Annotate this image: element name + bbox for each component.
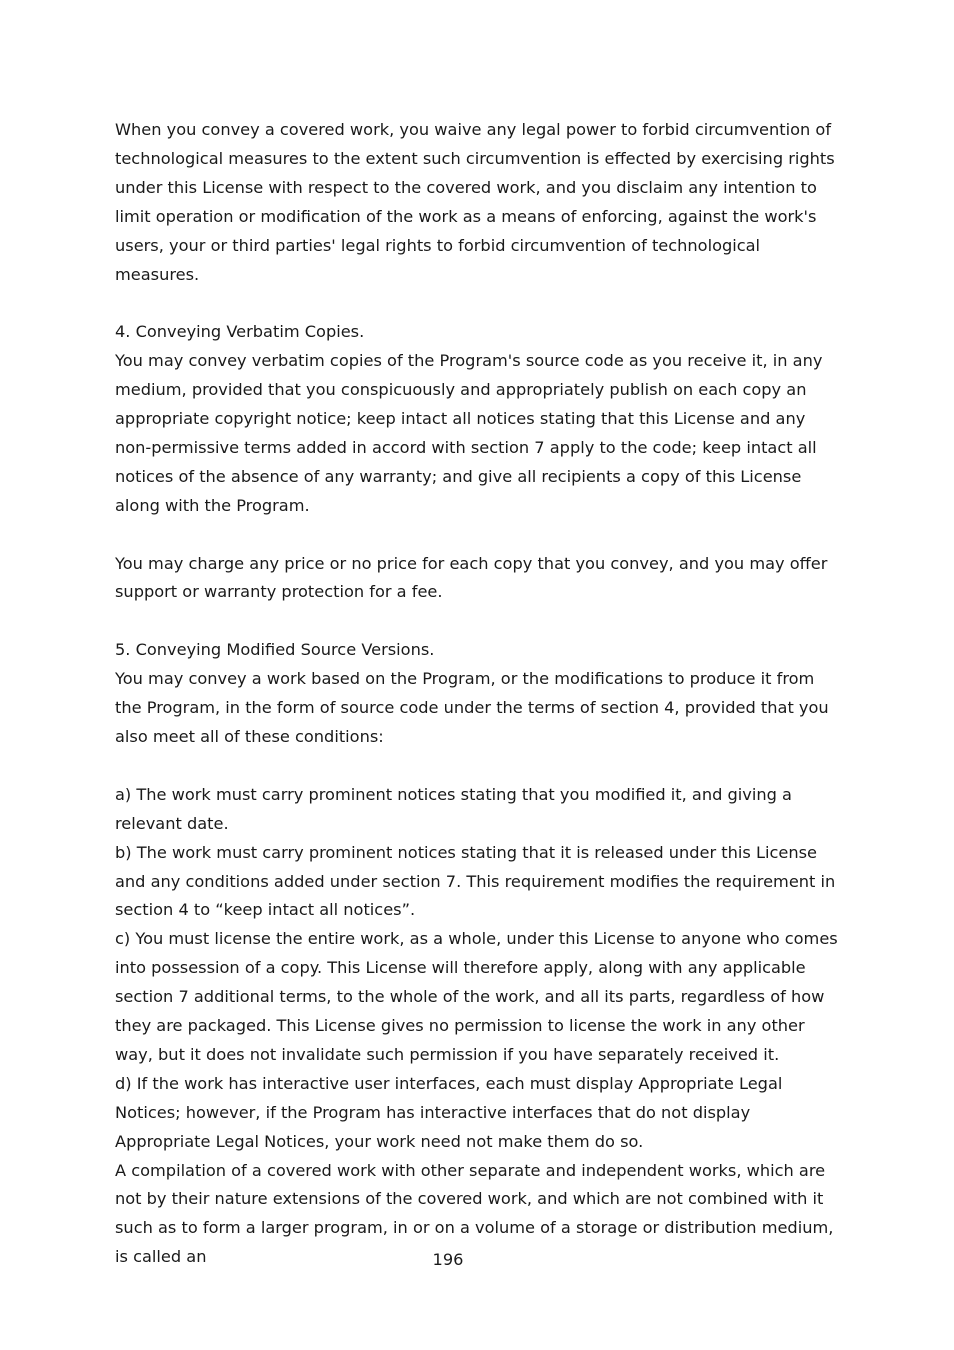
document-body bbox=[115, 116, 841, 1272]
paragraph-spacer bbox=[115, 607, 841, 636]
paragraph-spacer bbox=[115, 521, 841, 550]
condition-b: b) The work must carry prominent notices stating that it is released under this License and any conditions added under section 7. This requirement modifies the requirement in section 4 to “keep intact all notices”. bbox=[115, 842, 836, 920]
section-5-heading: 5. Conveying Modified Source Versions. bbox=[115, 640, 435, 660]
section-4-paragraph-1: You may convey verbatim copies of the Program's source code as you receive it, in any medium, provided that you conspicuously and appropriately publish on each copy an appropriate copyright notice; keep intact all notices stating that this License and any non-permissive terms added in accord with section 7 apply to the code; keep intact all notices of the absence of any warranty; and give all recipients a copy of this License along with the Program. bbox=[115, 351, 823, 515]
condition-a: a) The work must carry prominent notices stating that you modified it, and giving a relevant date. bbox=[115, 784, 792, 833]
section-5-paragraph-1: You may convey a work based on the Program, or the modifications to produce it from the Program, in the form of source code under the terms of section 4, provided that you also meet all of these conditions: bbox=[115, 669, 829, 746]
condition-d: d) If the work has interactive user interfaces, each must display Appropriate Legal Notices; however, if the Program has interactive interfaces that do not display Appropriate Legal Notices, your work need not make them do so. bbox=[115, 1073, 783, 1151]
condition-c: c) You must license the entire work, as a whole, under this License to anyone who comes into possession of a copy. This License will therefore apply, along with any applicable section 7 additional terms, to the whole of the work, and all its parts, regardless of how they are packaged. This License gives no permission to license the work in any other way, but it does not invalidate such permission if you have separately received it. bbox=[115, 929, 838, 1064]
section-4-heading: 4. Conveying Verbatim Copies. bbox=[115, 322, 365, 342]
paragraph-spacer bbox=[115, 289, 841, 318]
intro-paragraph: When you convey a covered work, you waive any legal power to forbid circumvention of technological measures to the extent such circumvention is effected by exercising rights under this License with respect to the covered work, and you disclaim any intention to limit operation or modification of the work as a means of enforcing, against the work's users, your or third parties' legal rights to forbid circumvention of technological measures. bbox=[115, 120, 835, 284]
section-4-paragraph-2: You may charge any price or no price for each copy that you convey, and you may offer support or warranty protection for a fee. bbox=[115, 553, 828, 602]
compilation-paragraph: A compilation of a covered work with other separate and independent works, which are not by their nature extensions of the covered work, and which are not combined with it such as to form a larger program, in or on a volume of a storage or distribution medium, is called an bbox=[115, 1160, 834, 1267]
paragraph-spacer bbox=[115, 752, 841, 781]
page-number: 196 bbox=[432, 1250, 464, 1269]
